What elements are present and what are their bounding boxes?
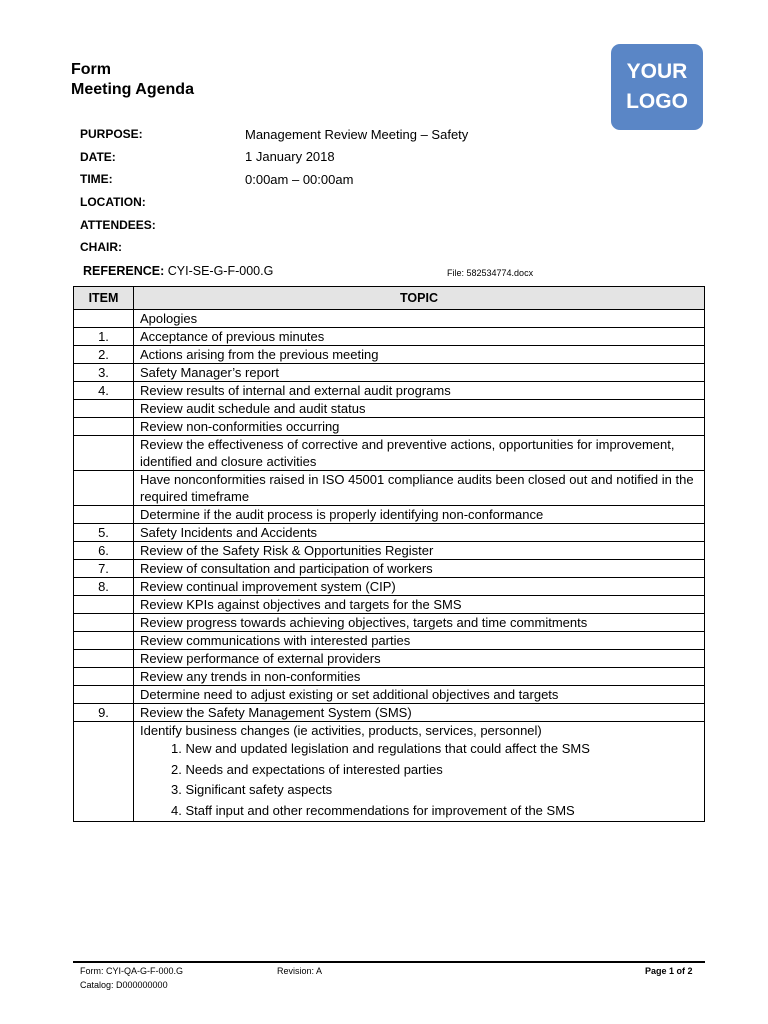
- topic-cell: [134, 596, 705, 614]
- item-number: 4.: [74, 382, 134, 400]
- purpose-label: PURPOSE:: [80, 127, 143, 142]
- table-row: [74, 471, 705, 506]
- time-label: TIME:: [80, 172, 113, 187]
- form-label: Form: [71, 61, 111, 78]
- date-label: DATE:: [80, 149, 116, 164]
- logo-text-line2: LOGO: [626, 90, 688, 113]
- list-item: 4. Staff input and other recommendations for improvement of the SMS: [171, 802, 575, 818]
- numbered-list: [140, 739, 698, 821]
- topic-text: Review non-conformities occurring: [140, 419, 340, 434]
- table-row: [74, 310, 705, 328]
- attendees-label: ATTENDEES:: [80, 217, 156, 232]
- table-row: [74, 418, 705, 436]
- table-row: [74, 560, 705, 578]
- agenda-body: [74, 310, 705, 822]
- table-row: [74, 382, 705, 400]
- topic-cell: [134, 436, 705, 471]
- agenda-table: [73, 286, 705, 822]
- table-row: [74, 668, 705, 686]
- item-number: 1.: [74, 328, 134, 346]
- topic-text: Identify business changes (ie activities, products, services, personnel): [140, 723, 542, 738]
- topic-text: Determine if the audit process is properly identifying non-conformance: [140, 507, 544, 522]
- table-row: [74, 722, 705, 822]
- item-number: 5.: [74, 524, 134, 542]
- item-number: 9.: [74, 704, 134, 722]
- footer-page-number: Page 1 of 2: [645, 966, 693, 976]
- item-number: [74, 722, 134, 822]
- logo-text-line1: YOUR: [626, 60, 688, 83]
- purpose-value: Management Review Meeting – Safety: [245, 126, 469, 142]
- topic-text: Review communications with interested parties: [140, 633, 411, 648]
- topic-text: Determine need to adjust existing or set additional objectives and targets: [140, 687, 559, 702]
- footer-revision: Revision: A: [277, 966, 323, 976]
- location-row: [80, 191, 468, 214]
- topic-cell: [134, 346, 705, 364]
- item-number: 8.: [74, 578, 134, 596]
- item-number: [74, 596, 134, 614]
- location-label: LOCATION:: [80, 195, 146, 210]
- table-row: [74, 650, 705, 668]
- item-number: [74, 614, 134, 632]
- topic-text: Review the effectiveness of corrective and preventive actions, opportunities for improvement, identified and closure activities: [140, 437, 675, 469]
- topic-text: Safety Incidents and Accidents: [140, 525, 318, 540]
- topic-cell: [134, 686, 705, 704]
- attendees-row: [80, 213, 468, 236]
- topic-text: Review of consultation and participation of workers: [140, 561, 433, 576]
- topic-cell: [134, 668, 705, 686]
- table-row: [74, 614, 705, 632]
- topic-cell: [134, 524, 705, 542]
- topic-text: Review results of internal and external audit programs: [140, 383, 451, 398]
- table-row: [74, 524, 705, 542]
- topic-column-header: TOPIC: [134, 287, 705, 310]
- table-row: [74, 704, 705, 722]
- table-row: [74, 578, 705, 596]
- table-row: [74, 328, 705, 346]
- footer-divider: [73, 961, 705, 963]
- topic-cell: [134, 310, 705, 328]
- table-row: [74, 596, 705, 614]
- topic-cell: [134, 650, 705, 668]
- date-value: 1 January 2018: [245, 149, 335, 165]
- topic-cell: [134, 400, 705, 418]
- topic-text: Review the Safety Management System (SMS): [140, 705, 412, 720]
- reference-label: REFERENCE:: [83, 264, 165, 278]
- item-number: [74, 400, 134, 418]
- list-item: 2. Needs and expectations of interested parties: [171, 761, 443, 777]
- topic-cell: [134, 328, 705, 346]
- meeting-details: [80, 123, 468, 259]
- topic-cell: [134, 506, 705, 524]
- topic-cell: [134, 542, 705, 560]
- item-number: [74, 436, 134, 471]
- item-number: [74, 686, 134, 704]
- footer-form-code: Form: CYI-QA-G-F-000.G: [80, 966, 184, 976]
- item-number: [74, 668, 134, 686]
- item-number: [74, 506, 134, 524]
- document-title: Meeting Agenda: [71, 81, 194, 98]
- topic-text: Review continual improvement system (CIP): [140, 579, 396, 594]
- topic-text: Safety Manager’s report: [140, 365, 279, 380]
- table-row: [74, 506, 705, 524]
- reference: [83, 264, 273, 278]
- file-name: File: 582534774.docx: [447, 268, 534, 278]
- table-row: [74, 436, 705, 471]
- item-number: 6.: [74, 542, 134, 560]
- item-number: [74, 310, 134, 328]
- item-number: 3.: [74, 364, 134, 382]
- topic-cell: [134, 614, 705, 632]
- topic-cell: [134, 471, 705, 506]
- list-item: 1. New and updated legislation and regulations that could affect the SMS: [171, 741, 590, 756]
- chair-label: CHAIR:: [80, 240, 122, 255]
- item-number: [74, 418, 134, 436]
- item-column-header: ITEM: [74, 287, 134, 310]
- topic-cell: [134, 560, 705, 578]
- item-number: 7.: [74, 560, 134, 578]
- topic-text: Review KPIs against objectives and targets for the SMS: [140, 597, 462, 612]
- item-number: 2.: [74, 346, 134, 364]
- agenda-header-row: [74, 287, 705, 310]
- topic-text: Acceptance of previous minutes: [140, 329, 325, 344]
- table-row: [74, 364, 705, 382]
- topic-cell: [134, 578, 705, 596]
- list-item: 3. Significant safety aspects: [171, 782, 333, 797]
- topic-cell: [134, 722, 705, 822]
- table-row: [74, 542, 705, 560]
- document-heading: [71, 60, 194, 100]
- topic-text: Actions arising from the previous meeting: [140, 347, 379, 362]
- table-row: [74, 632, 705, 650]
- topic-text: Apologies: [140, 311, 198, 326]
- topic-text: Review any trends in non-conformities: [140, 669, 361, 684]
- topic-text: Have nonconformities raised in ISO 45001 compliance audits been closed out and notified in the required timeframe: [140, 472, 694, 504]
- topic-cell: [134, 418, 705, 436]
- topic-cell: [134, 632, 705, 650]
- topic-cell: [134, 704, 705, 722]
- chair-row: [80, 236, 468, 259]
- table-row: [74, 686, 705, 704]
- table-row: [74, 346, 705, 364]
- time-row: [80, 168, 468, 191]
- item-number: [74, 632, 134, 650]
- purpose-row: [80, 123, 468, 146]
- topic-text: Review audit schedule and audit status: [140, 401, 366, 416]
- topic-text: Review of the Safety Risk & Opportunities Register: [140, 543, 434, 558]
- footer-catalog: Catalog: D000000000: [80, 980, 168, 990]
- topic-cell: [134, 364, 705, 382]
- table-row: [74, 400, 705, 418]
- date-row: [80, 146, 468, 169]
- topic-cell: [134, 382, 705, 400]
- item-number: [74, 650, 134, 668]
- reference-value: CYI-SE-G-F-000.G: [164, 264, 274, 278]
- company-logo: [611, 44, 703, 130]
- item-number: [74, 471, 134, 506]
- topic-text: Review progress towards achieving objectives, targets and time commitments: [140, 615, 588, 630]
- topic-text: Review performance of external providers: [140, 651, 381, 666]
- time-value: 0:00am – 00:00am: [245, 171, 354, 187]
